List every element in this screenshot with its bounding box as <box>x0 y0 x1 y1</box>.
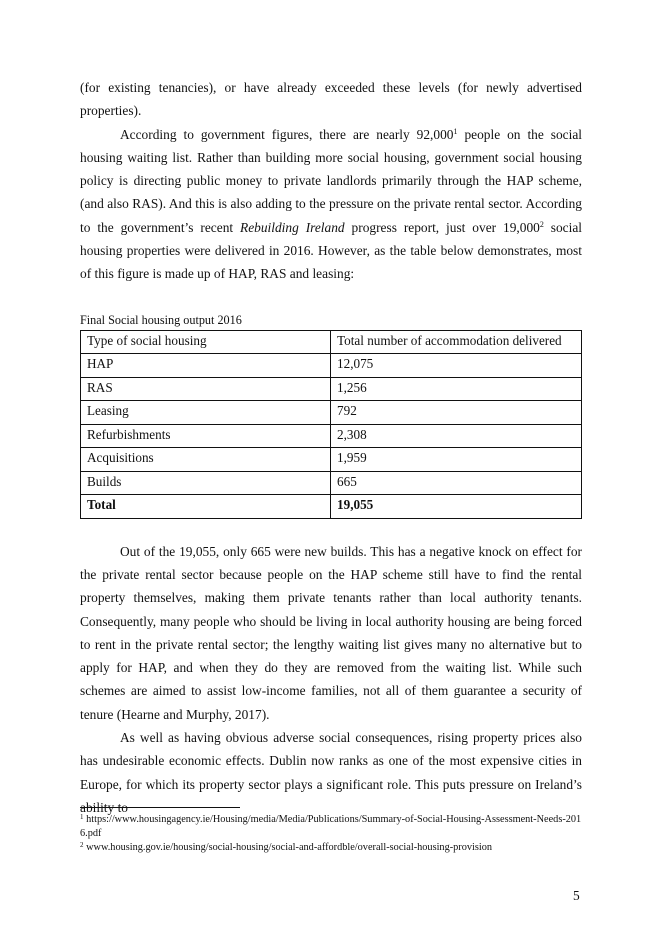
table-row <box>81 401 582 425</box>
footnote-ref-2[interactable]: 2 <box>539 219 544 229</box>
paragraph-2-part-d: social housing properties were delivered in 2016. However, as the table below demonstrates, most of this figure is made up of HAP, RAS and leasing: <box>80 219 582 282</box>
paragraph-3: Out of the 19,055, only 665 were new builds. This has a negative knock on effect for the private rental sector because people on the HAP scheme still have to find the rental property themselves, making them private tenants rather than local authority tenants. Consequently, many people who should be living in local authority housing are being forced to rent in the private rental sector; the lengthy waiting list gives many no alternative but to apply for HAP, and when they do they are removed from the waiting list. While such schemes are aimed to assist low-income families, not all of them guarantee a security of tenure (Hearne and Murphy, 2017). <box>80 543 582 722</box>
row-label: HAP <box>81 354 331 378</box>
header-cell-total: Total number of accommodation delivered <box>331 330 582 354</box>
footnote-1-number: 1 <box>80 813 84 821</box>
table-row <box>81 471 582 495</box>
row-label: Refurbishments <box>81 424 331 448</box>
footnote-ref-1[interactable]: 1 <box>453 126 458 136</box>
footnote-2-number: 2 <box>80 841 84 849</box>
row-label: Acquisitions <box>81 448 331 472</box>
row-value: 1,256 <box>331 377 582 401</box>
table-total-row <box>81 495 582 519</box>
social-housing-table <box>80 330 582 519</box>
row-value: 2,308 <box>331 424 582 448</box>
row-value: 792 <box>331 401 582 425</box>
paragraph-2-part-c: progress report, just over 19,000 <box>344 219 540 235</box>
paragraph-2-part-a: According to government figures, there are nearly 92,000 <box>120 126 454 142</box>
footnote-2 <box>80 841 582 855</box>
page-number: 5 <box>573 888 580 903</box>
table-row <box>81 377 582 401</box>
header-cell-type: Type of social housing <box>81 330 331 354</box>
footnote-1 <box>80 813 582 841</box>
report-title-italic: Rebuilding Ireland <box>240 219 345 235</box>
total-value: 19,055 <box>331 495 582 519</box>
table-row <box>81 448 582 472</box>
row-label: Leasing <box>81 401 331 425</box>
footnote-divider <box>80 807 240 808</box>
footnotes <box>80 813 582 855</box>
paragraph-2-part-b: people on the social housing waiting list. Rather than building more social housing, government social housing policy is directing public money to private landlords primarily through the HAP scheme, (and also RAS). And this is also adding to the pressure on the private rental sector. According to the government’s recent <box>80 126 582 235</box>
document-body <box>80 76 582 819</box>
paragraph-2 <box>80 123 582 286</box>
paragraph-1: (for existing tenancies), or have already exceeded these levels (for newly advertised properties). <box>80 80 582 119</box>
paragraph-4: As well as having obvious adverse social consequences, rising property prices also has undesirable economic effects. Dublin now ranks as one of the most expensive cities in Europe, for which its property sector plays a significant role. This puts pressure on Ireland’s ability to <box>80 730 582 815</box>
row-value: 1,959 <box>331 448 582 472</box>
footnote-1-link[interactable]: https://www.housingagency.ie/Housing/media/Media/Publications/Summary-of-Social-Housing-Assessment-Needs-2016.pdf <box>80 814 582 839</box>
row-value: 12,075 <box>331 354 582 378</box>
table-row <box>81 354 582 378</box>
row-label: RAS <box>81 377 331 401</box>
table-row <box>81 424 582 448</box>
row-value: 665 <box>331 471 582 495</box>
row-label: Builds <box>81 471 331 495</box>
table-header-row <box>81 330 582 354</box>
total-label: Total <box>81 495 331 519</box>
table-caption: Final Social housing output 2016 <box>80 312 242 327</box>
footnote-2-link[interactable]: www.housing.gov.ie/housing/social-housing/social-and-affordble/overall-social-housing-provision <box>86 842 493 853</box>
